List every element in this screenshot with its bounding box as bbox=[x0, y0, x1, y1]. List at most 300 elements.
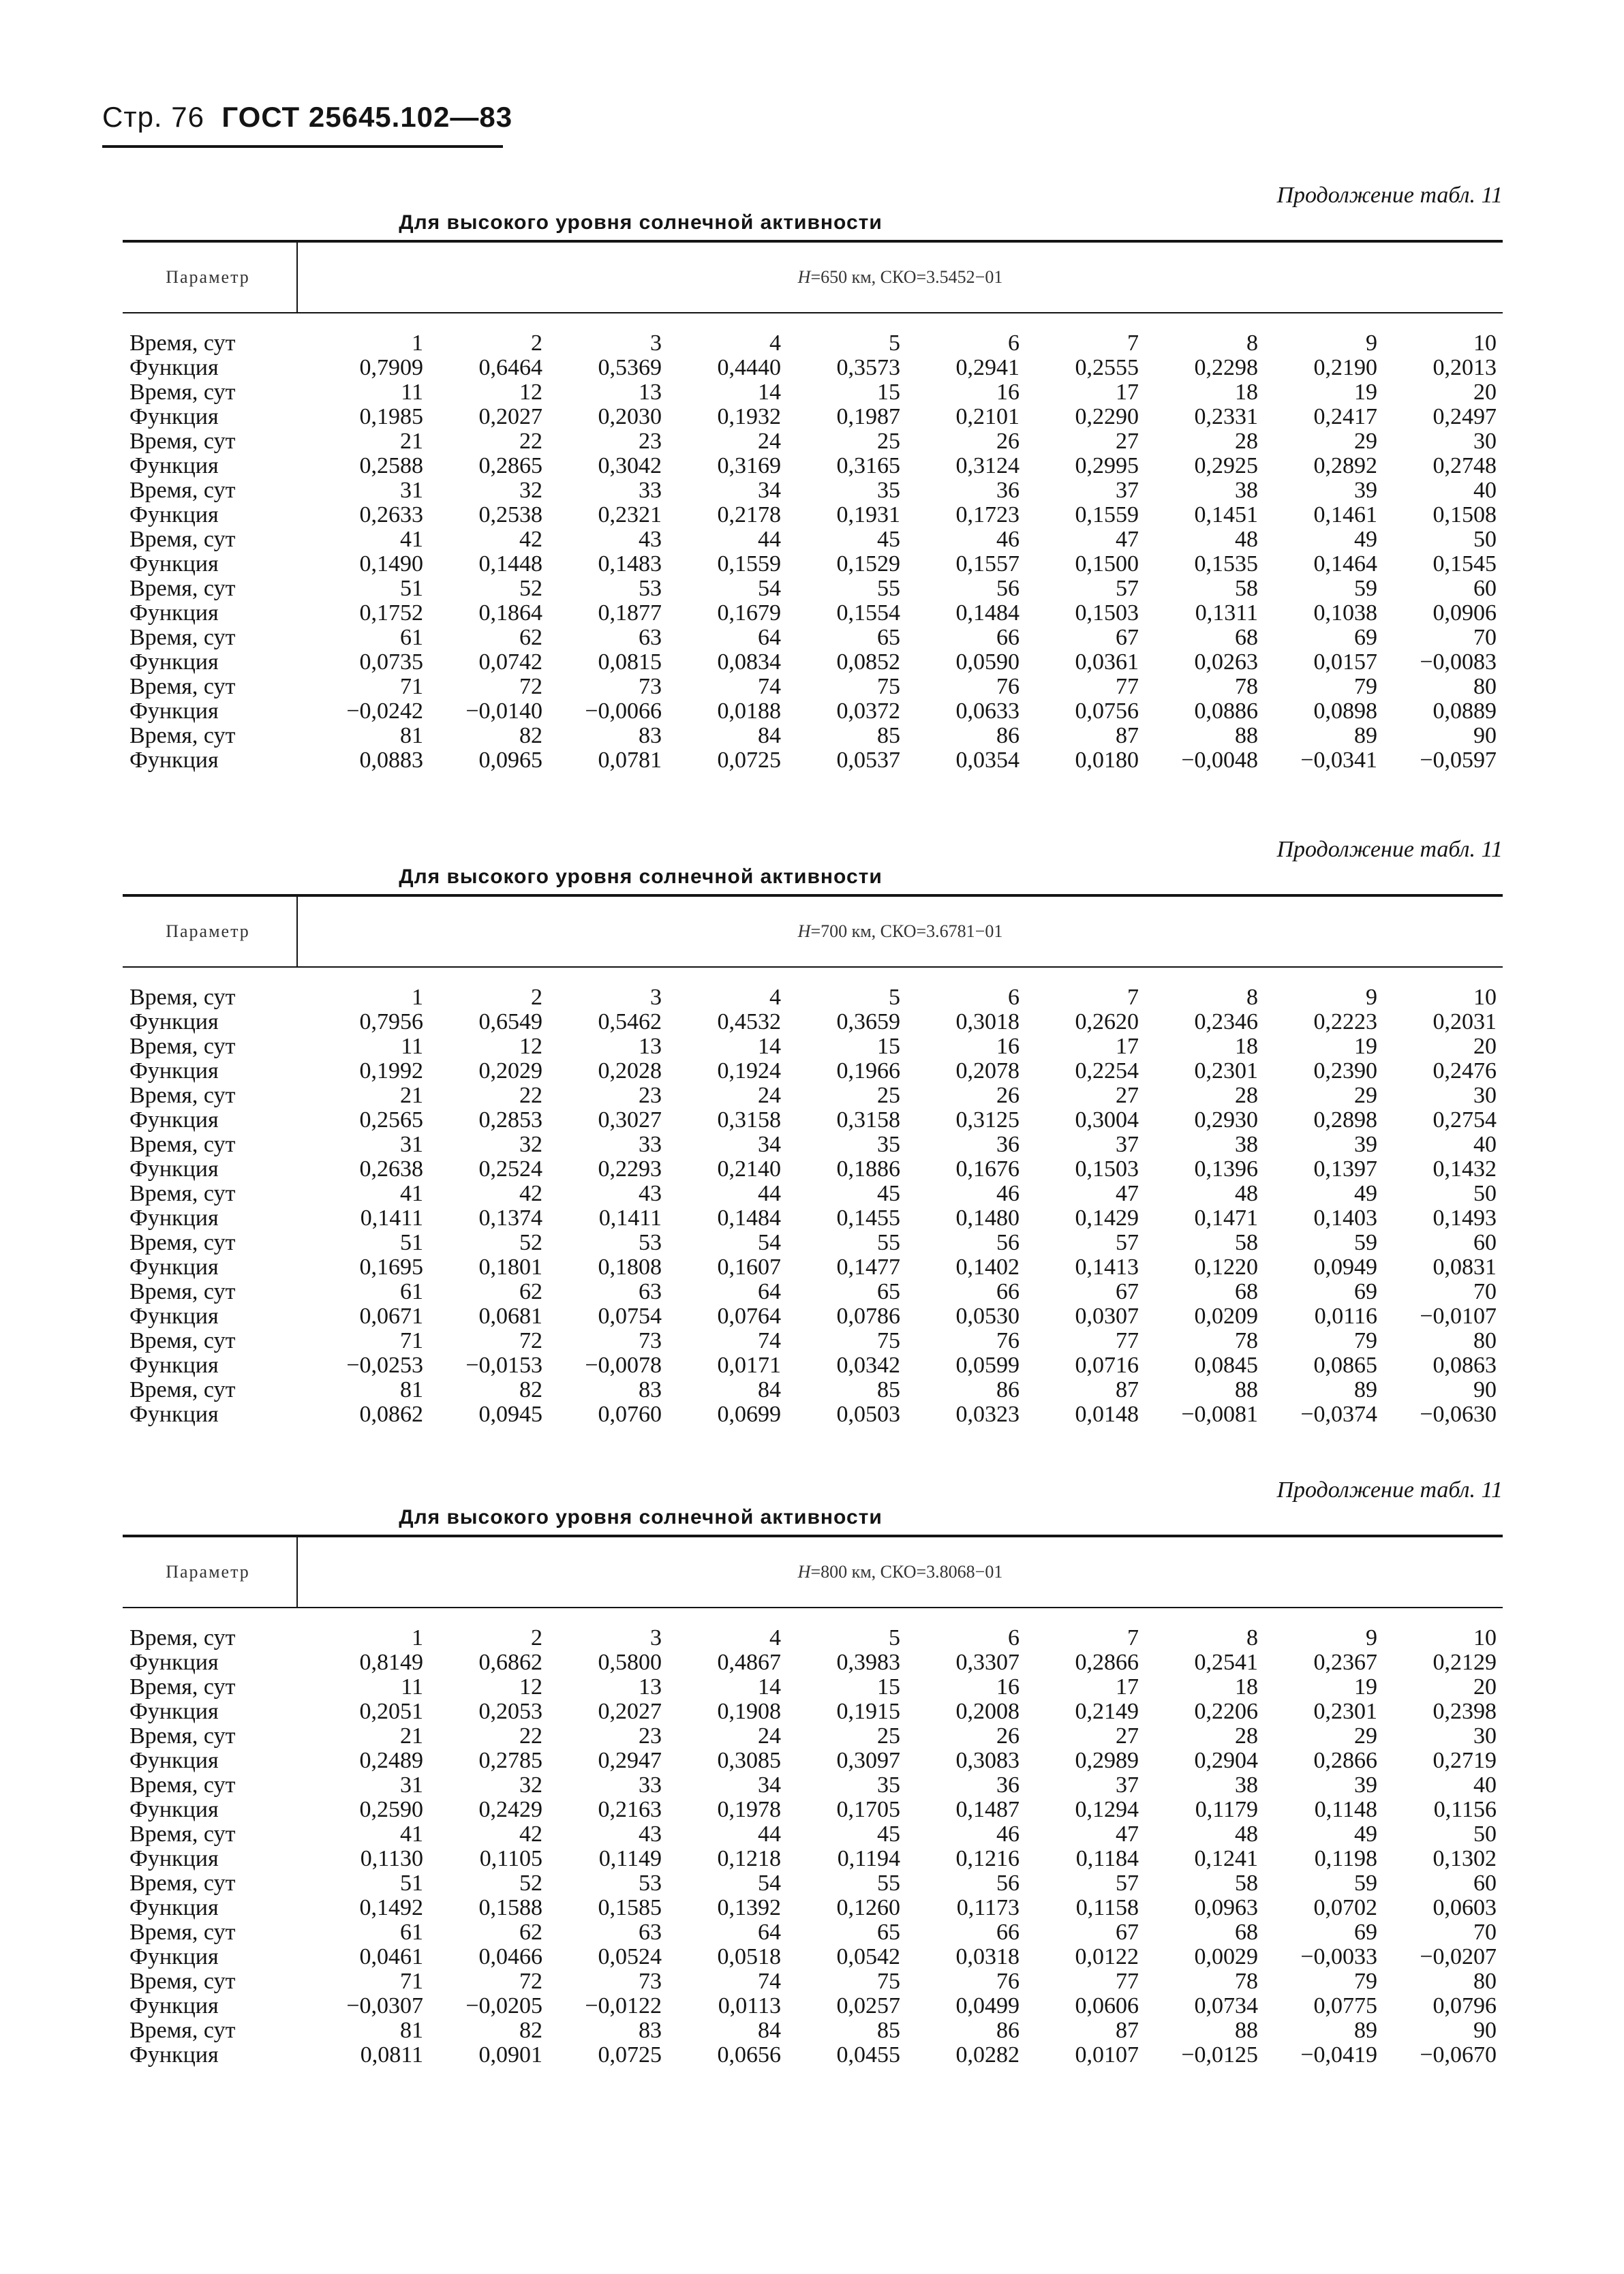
row-label-function: Функция bbox=[129, 1009, 219, 1034]
function-value-cell: 0,2865 bbox=[478, 453, 542, 478]
function-value-cell: 0,2321 bbox=[598, 502, 662, 527]
time-value-cell: 84 bbox=[758, 1377, 781, 1402]
time-value-cell: 8 bbox=[1246, 985, 1258, 1010]
table-section-800 bbox=[123, 1477, 1503, 2091]
time-value-cell: 18 bbox=[1235, 380, 1258, 405]
function-value-cell: 0,2925 bbox=[1194, 453, 1258, 478]
time-value-cell: 27 bbox=[1116, 1083, 1139, 1108]
function-value-cell: 0,2941 bbox=[955, 355, 1020, 380]
function-value-cell: 0,4440 bbox=[717, 355, 781, 380]
time-value-cell: 33 bbox=[639, 1772, 662, 1798]
function-value-cell: 0,0599 bbox=[955, 1353, 1020, 1378]
time-value-cell: 13 bbox=[639, 380, 662, 405]
function-value-cell: 0,1156 bbox=[1433, 1797, 1497, 1822]
time-value-cell: 24 bbox=[758, 1723, 781, 1749]
function-value-cell: 0,1179 bbox=[1195, 1797, 1258, 1822]
function-value-cell: 0,2555 bbox=[1075, 355, 1139, 380]
function-value-cell: −0,0670 bbox=[1420, 2042, 1497, 2068]
function-value-cell: 0,4867 bbox=[717, 1650, 781, 1675]
function-value-cell: 0,1932 bbox=[717, 404, 781, 429]
function-value-cell: 0,0965 bbox=[478, 748, 542, 773]
time-value-cell: 57 bbox=[1116, 576, 1139, 601]
function-value-cell: 0,1198 bbox=[1314, 1846, 1377, 1871]
time-value-cell: 55 bbox=[877, 1871, 900, 1896]
time-value-cell: 89 bbox=[1354, 1377, 1377, 1402]
function-value-cell: 0,1396 bbox=[1194, 1156, 1258, 1182]
time-value-cell: 50 bbox=[1473, 1181, 1497, 1206]
time-value-cell: 51 bbox=[400, 1871, 423, 1896]
function-value-cell: −0,0081 bbox=[1181, 1402, 1258, 1427]
function-value-cell: 0,3659 bbox=[836, 1009, 900, 1034]
time-value-cell: 59 bbox=[1354, 1230, 1377, 1255]
time-value-cell: 60 bbox=[1473, 1871, 1497, 1896]
time-value-cell: 37 bbox=[1116, 1772, 1139, 1798]
time-value-cell: 45 bbox=[877, 1822, 900, 1847]
time-value-cell: 5 bbox=[889, 1625, 900, 1650]
function-value-cell: 0,2947 bbox=[598, 1748, 662, 1773]
function-value-cell: 0,1877 bbox=[598, 600, 662, 626]
time-value-cell: 81 bbox=[400, 1377, 423, 1402]
time-value-cell: 36 bbox=[996, 478, 1020, 503]
function-value-cell: 0,1676 bbox=[955, 1156, 1020, 1182]
function-value-cell: 0,1585 bbox=[598, 1895, 662, 1920]
row-label-function: Функция bbox=[129, 1748, 219, 1773]
function-value-cell: 0,0263 bbox=[1194, 649, 1258, 675]
time-value-cell: 15 bbox=[877, 380, 900, 405]
parameter-value bbox=[298, 1537, 1503, 1607]
time-value-cell: 23 bbox=[639, 1083, 662, 1108]
time-value-cell: 40 bbox=[1473, 1772, 1497, 1798]
function-value-cell: 0,3158 bbox=[836, 1107, 900, 1133]
time-value-cell: 50 bbox=[1473, 1822, 1497, 1847]
time-value-cell: 21 bbox=[400, 1723, 423, 1749]
function-value-cell: 0,0862 bbox=[359, 1402, 423, 1427]
time-value-cell: 72 bbox=[519, 674, 542, 699]
time-value-cell: 79 bbox=[1354, 1969, 1377, 1994]
function-value-cell: 0,0845 bbox=[1194, 1353, 1258, 1378]
height-and-sko: =650 км, СКО=3.5452−01 bbox=[810, 267, 1003, 287]
time-value-cell: 24 bbox=[758, 1083, 781, 1108]
time-value-cell: 61 bbox=[400, 625, 423, 650]
function-value-cell: 0,0307 bbox=[1075, 1304, 1139, 1329]
time-value-cell: 43 bbox=[639, 527, 662, 552]
time-value-cell: 22 bbox=[519, 1723, 542, 1749]
function-value-cell: 0,2053 bbox=[478, 1699, 542, 1724]
function-value-cell: 0,0702 bbox=[1313, 1895, 1377, 1920]
function-value-cell: 0,0107 bbox=[1075, 2042, 1139, 2068]
row-label-function: Функция bbox=[129, 1699, 219, 1724]
function-value-cell: 0,1723 bbox=[955, 502, 1020, 527]
function-value-cell: 0,0760 bbox=[598, 1402, 662, 1427]
time-value-cell: 14 bbox=[758, 1674, 781, 1700]
row-label-function: Функция bbox=[129, 1895, 219, 1920]
function-value-cell: 0,2078 bbox=[955, 1058, 1020, 1084]
function-value-cell: −0,0033 bbox=[1300, 1944, 1377, 1969]
row-label-time: Время, сут bbox=[129, 1723, 236, 1749]
function-value-cell: 0,7909 bbox=[359, 355, 423, 380]
time-value-cell: 43 bbox=[639, 1822, 662, 1847]
function-value-cell: 0,0963 bbox=[1194, 1895, 1258, 1920]
function-value-cell: 0,0734 bbox=[1194, 1993, 1258, 2018]
function-value-cell: 0,6549 bbox=[478, 1009, 542, 1034]
time-value-cell: 39 bbox=[1354, 1132, 1377, 1157]
row-label-time: Время, сут bbox=[129, 1083, 236, 1108]
time-value-cell: 42 bbox=[519, 527, 542, 552]
time-value-cell: 57 bbox=[1116, 1230, 1139, 1255]
function-value-cell: 0,1915 bbox=[836, 1699, 900, 1724]
parameter-header bbox=[123, 894, 1503, 968]
function-value-cell: 0,0524 bbox=[598, 1944, 662, 1969]
row-label-function: Функция bbox=[129, 1156, 219, 1182]
function-value-cell: 0,1588 bbox=[478, 1895, 542, 1920]
time-value-cell: 68 bbox=[1235, 625, 1258, 650]
time-value-cell: 28 bbox=[1235, 1723, 1258, 1749]
time-value-cell: 61 bbox=[400, 1279, 423, 1304]
time-value-cell: 60 bbox=[1473, 576, 1497, 601]
row-label-time: Время, сут bbox=[129, 1871, 236, 1896]
time-value-cell: 9 bbox=[1366, 331, 1377, 356]
time-value-cell: 70 bbox=[1473, 1279, 1497, 1304]
function-value-cell: 0,0318 bbox=[955, 1944, 1020, 1969]
function-value-cell: −0,0107 bbox=[1420, 1304, 1497, 1329]
function-value-cell: 0,0865 bbox=[1313, 1353, 1377, 1378]
time-value-cell: 47 bbox=[1116, 1822, 1139, 1847]
time-value-cell: 21 bbox=[400, 429, 423, 454]
function-value-cell: 0,1985 bbox=[359, 404, 423, 429]
function-value-cell: 0,0901 bbox=[478, 2042, 542, 2068]
function-value-cell: 0,0188 bbox=[717, 698, 781, 724]
function-value-cell: 0,3573 bbox=[836, 355, 900, 380]
function-value-cell: −0,0205 bbox=[465, 1993, 542, 2018]
time-value-cell: 79 bbox=[1354, 674, 1377, 699]
time-value-cell: 87 bbox=[1116, 1377, 1139, 1402]
function-value-cell: 0,1554 bbox=[836, 600, 900, 626]
function-value-cell: 0,1477 bbox=[836, 1255, 900, 1280]
function-value-cell: 0,1451 bbox=[1194, 502, 1258, 527]
time-value-cell: 41 bbox=[400, 1181, 423, 1206]
function-value-cell: 0,1403 bbox=[1313, 1205, 1377, 1231]
time-value-cell: 26 bbox=[996, 1723, 1020, 1749]
function-value-cell: 0,2301 bbox=[1313, 1699, 1377, 1724]
function-value-cell: 0,2565 bbox=[359, 1107, 423, 1133]
time-value-cell: 61 bbox=[400, 1920, 423, 1945]
time-value-cell: 11 bbox=[401, 1674, 423, 1700]
function-value-cell: 0,1260 bbox=[836, 1895, 900, 1920]
function-value-cell: −0,0048 bbox=[1181, 748, 1258, 773]
row-label-function: Функция bbox=[129, 355, 219, 380]
time-value-cell: 38 bbox=[1235, 478, 1258, 503]
function-value-cell: 0,0157 bbox=[1313, 649, 1377, 675]
function-value-cell: 0,7956 bbox=[359, 1009, 423, 1034]
time-value-cell: 83 bbox=[639, 1377, 662, 1402]
function-value-cell: 0,2346 bbox=[1194, 1009, 1258, 1034]
time-value-cell: 48 bbox=[1235, 1181, 1258, 1206]
time-value-cell: 63 bbox=[639, 1920, 662, 1945]
time-value-cell: 49 bbox=[1354, 1822, 1377, 1847]
function-value-cell: −0,0066 bbox=[585, 698, 662, 724]
row-label-function: Функция bbox=[129, 502, 219, 527]
function-value-cell: 0,2476 bbox=[1433, 1058, 1497, 1084]
function-value-cell: −0,0341 bbox=[1300, 748, 1377, 773]
time-value-cell: 32 bbox=[519, 1132, 542, 1157]
function-value-cell: −0,0419 bbox=[1300, 2042, 1377, 2068]
function-value-cell: 0,0815 bbox=[598, 649, 662, 675]
time-value-cell: 1 bbox=[412, 985, 423, 1010]
function-value-cell: 0,1105 bbox=[479, 1846, 542, 1871]
time-value-cell: 67 bbox=[1116, 625, 1139, 650]
time-value-cell: 65 bbox=[877, 1279, 900, 1304]
time-value-cell: 6 bbox=[1008, 331, 1020, 356]
row-label-function: Функция bbox=[129, 1058, 219, 1084]
function-value-cell: 0,1402 bbox=[955, 1255, 1020, 1280]
time-value-cell: 10 bbox=[1473, 985, 1497, 1010]
time-value-cell: 45 bbox=[877, 1181, 900, 1206]
time-value-cell: 83 bbox=[639, 2018, 662, 2043]
function-value-cell: 0,0725 bbox=[598, 2042, 662, 2068]
time-value-cell: 42 bbox=[519, 1822, 542, 1847]
time-value-cell: 19 bbox=[1354, 1034, 1377, 1059]
time-value-cell: 34 bbox=[758, 1132, 781, 1157]
function-value-cell: 0,0180 bbox=[1075, 748, 1139, 773]
function-value-cell: 0,0775 bbox=[1313, 1993, 1377, 2018]
height-and-sko: =800 км, СКО=3.8068−01 bbox=[810, 1562, 1003, 1582]
function-value-cell: 0,2541 bbox=[1194, 1650, 1258, 1675]
row-label-function: Функция bbox=[129, 1797, 219, 1822]
time-value-cell: 13 bbox=[639, 1034, 662, 1059]
function-value-cell: 0,0354 bbox=[955, 748, 1020, 773]
function-value-cell: 0,0209 bbox=[1194, 1304, 1258, 1329]
time-value-cell: 90 bbox=[1473, 723, 1497, 748]
function-value-cell: 0,1411 bbox=[598, 1205, 662, 1231]
function-value-cell: 0,2223 bbox=[1313, 1009, 1377, 1034]
time-value-cell: 29 bbox=[1354, 1723, 1377, 1749]
time-value-cell: 78 bbox=[1235, 1328, 1258, 1353]
time-value-cell: 68 bbox=[1235, 1279, 1258, 1304]
row-label-function: Функция bbox=[129, 600, 219, 626]
time-value-cell: 37 bbox=[1116, 1132, 1139, 1157]
function-value-cell: 0,6464 bbox=[478, 355, 542, 380]
function-value-cell: 0,2489 bbox=[359, 1748, 423, 1773]
function-value-cell: 0,1173 bbox=[956, 1895, 1020, 1920]
function-value-cell: 0,2497 bbox=[1433, 404, 1497, 429]
function-value-cell: 0,2892 bbox=[1313, 453, 1377, 478]
function-value-cell: 0,2367 bbox=[1313, 1650, 1377, 1675]
function-value-cell: 0,0372 bbox=[836, 698, 900, 724]
time-value-cell: 1 bbox=[412, 331, 423, 356]
gost-code: ГОСТ 25645.102—83 bbox=[221, 101, 513, 133]
function-value-cell: 0,1302 bbox=[1433, 1846, 1497, 1871]
time-value-cell: 10 bbox=[1473, 1625, 1497, 1650]
time-value-cell: 75 bbox=[877, 674, 900, 699]
time-value-cell: 8 bbox=[1246, 1625, 1258, 1650]
time-value-cell: 24 bbox=[758, 429, 781, 454]
row-label-time: Время, сут bbox=[129, 1181, 236, 1206]
time-value-cell: 22 bbox=[519, 429, 542, 454]
function-value-cell: 0,2930 bbox=[1194, 1107, 1258, 1133]
time-value-cell: 69 bbox=[1354, 1279, 1377, 1304]
function-value-cell: 0,3004 bbox=[1075, 1107, 1139, 1133]
row-label-time: Время, сут bbox=[129, 429, 236, 454]
time-value-cell: 38 bbox=[1235, 1132, 1258, 1157]
row-label-time: Время, сут bbox=[129, 1328, 236, 1353]
row-label-time: Время, сут bbox=[129, 985, 236, 1010]
time-value-cell: 46 bbox=[996, 1822, 1020, 1847]
function-value-cell: 0,5800 bbox=[598, 1650, 662, 1675]
function-value-cell: 0,2030 bbox=[598, 404, 662, 429]
function-value-cell: 0,0671 bbox=[359, 1304, 423, 1329]
time-value-cell: 58 bbox=[1235, 576, 1258, 601]
time-value-cell: 3 bbox=[650, 985, 662, 1010]
function-value-cell: 0,1374 bbox=[478, 1205, 542, 1231]
function-value-cell: 0,2429 bbox=[478, 1797, 542, 1822]
time-value-cell: 12 bbox=[519, 380, 542, 405]
time-value-cell: 83 bbox=[639, 723, 662, 748]
time-value-cell: 77 bbox=[1116, 1969, 1139, 1994]
function-value-cell: 0,1294 bbox=[1075, 1797, 1139, 1822]
row-label-time: Время, сут bbox=[129, 1377, 236, 1402]
parameter-label: Параметр bbox=[166, 267, 250, 287]
time-value-cell: 66 bbox=[996, 625, 1020, 650]
time-value-cell: 70 bbox=[1473, 1920, 1497, 1945]
time-value-cell: 58 bbox=[1235, 1871, 1258, 1896]
time-value-cell: 77 bbox=[1116, 1328, 1139, 1353]
row-label-time: Время, сут bbox=[129, 576, 236, 601]
function-value-cell: 0,2719 bbox=[1433, 1748, 1497, 1773]
time-value-cell: 30 bbox=[1473, 1723, 1497, 1749]
function-value-cell: 0,0633 bbox=[955, 698, 1020, 724]
function-value-cell: 0,0342 bbox=[836, 1353, 900, 1378]
time-value-cell: 22 bbox=[519, 1083, 542, 1108]
time-value-cell: 90 bbox=[1473, 2018, 1497, 2043]
function-value-cell: 0,0863 bbox=[1433, 1353, 1497, 1378]
section-title: Для высокого уровня солнечной активности bbox=[399, 211, 883, 234]
time-value-cell: 39 bbox=[1354, 1772, 1377, 1798]
function-value-cell: 0,1484 bbox=[717, 1205, 781, 1231]
function-value-cell: 0,0883 bbox=[359, 748, 423, 773]
function-value-cell: 0,1218 bbox=[717, 1846, 781, 1871]
time-value-cell: 81 bbox=[400, 723, 423, 748]
time-value-cell: 64 bbox=[758, 1279, 781, 1304]
time-value-cell: 23 bbox=[639, 429, 662, 454]
row-label-time: Время, сут bbox=[129, 625, 236, 650]
data-grid bbox=[123, 985, 1499, 1427]
time-value-cell: 62 bbox=[519, 1279, 542, 1304]
time-value-cell: 34 bbox=[758, 1772, 781, 1798]
function-value-cell: 0,1500 bbox=[1075, 551, 1139, 577]
time-value-cell: 43 bbox=[639, 1181, 662, 1206]
time-value-cell: 31 bbox=[400, 1132, 423, 1157]
row-label-time: Время, сут bbox=[129, 1674, 236, 1700]
time-value-cell: 17 bbox=[1116, 380, 1139, 405]
time-value-cell: 12 bbox=[519, 1674, 542, 1700]
time-value-cell: 56 bbox=[996, 1871, 1020, 1896]
parameter-header bbox=[123, 240, 1503, 313]
time-value-cell: 67 bbox=[1116, 1279, 1139, 1304]
time-value-cell: 66 bbox=[996, 1920, 1020, 1945]
function-value-cell: 0,2178 bbox=[717, 502, 781, 527]
function-value-cell: 0,1455 bbox=[836, 1205, 900, 1231]
time-value-cell: 89 bbox=[1354, 2018, 1377, 2043]
function-value-cell: 0,1529 bbox=[836, 551, 900, 577]
time-value-cell: 88 bbox=[1235, 1377, 1258, 1402]
function-value-cell: 0,3983 bbox=[836, 1650, 900, 1675]
time-value-cell: 75 bbox=[877, 1328, 900, 1353]
function-value-cell: 0,1559 bbox=[717, 551, 781, 577]
time-value-cell: 73 bbox=[639, 674, 662, 699]
time-value-cell: 53 bbox=[639, 1871, 662, 1896]
time-value-cell: 75 bbox=[877, 1969, 900, 1994]
function-value-cell: 0,2538 bbox=[478, 502, 542, 527]
function-value-cell: 0,1987 bbox=[836, 404, 900, 429]
time-value-cell: 32 bbox=[519, 478, 542, 503]
time-value-cell: 62 bbox=[519, 625, 542, 650]
function-value-cell: 0,0499 bbox=[955, 1993, 1020, 2018]
time-value-cell: 27 bbox=[1116, 429, 1139, 454]
function-value-cell: 0,2588 bbox=[359, 453, 423, 478]
parameter-value bbox=[298, 243, 1503, 312]
time-value-cell: 17 bbox=[1116, 1674, 1139, 1700]
time-value-cell: 71 bbox=[400, 674, 423, 699]
function-value-cell: 0,2206 bbox=[1194, 1699, 1258, 1724]
time-value-cell: 40 bbox=[1473, 478, 1497, 503]
function-value-cell: 0,1149 bbox=[598, 1846, 662, 1871]
function-value-cell: 0,2163 bbox=[598, 1797, 662, 1822]
function-value-cell: 0,3027 bbox=[598, 1107, 662, 1133]
function-value-cell: 0,2524 bbox=[478, 1156, 542, 1182]
function-value-cell: 0,3097 bbox=[836, 1748, 900, 1773]
function-value-cell: 0,1432 bbox=[1433, 1156, 1497, 1182]
function-value-cell: 0,0756 bbox=[1075, 698, 1139, 724]
function-value-cell: 0,0282 bbox=[955, 2042, 1020, 2068]
time-value-cell: 85 bbox=[877, 1377, 900, 1402]
time-value-cell: 52 bbox=[519, 576, 542, 601]
time-value-cell: 73 bbox=[639, 1969, 662, 1994]
function-value-cell: 0,0113 bbox=[718, 1993, 781, 2018]
time-value-cell: 23 bbox=[639, 1723, 662, 1749]
time-value-cell: 90 bbox=[1473, 1377, 1497, 1402]
function-value-cell: 0,5369 bbox=[598, 355, 662, 380]
time-value-cell: 15 bbox=[877, 1674, 900, 1700]
time-value-cell: 32 bbox=[519, 1772, 542, 1798]
time-value-cell: 65 bbox=[877, 625, 900, 650]
row-label-time: Время, сут bbox=[129, 1625, 236, 1650]
time-value-cell: 59 bbox=[1354, 576, 1377, 601]
time-value-cell: 64 bbox=[758, 1920, 781, 1945]
function-value-cell: −0,0140 bbox=[465, 698, 542, 724]
function-value-cell: 0,6862 bbox=[478, 1650, 542, 1675]
function-value-cell: 0,1557 bbox=[955, 551, 1020, 577]
time-value-cell: 56 bbox=[996, 576, 1020, 601]
row-label-function: Функция bbox=[129, 2042, 219, 2068]
function-value-cell: 0,1429 bbox=[1075, 1205, 1139, 1231]
function-value-cell: 0,0466 bbox=[478, 1944, 542, 1969]
time-value-cell: 5 bbox=[889, 331, 900, 356]
parameter-label: Параметр bbox=[166, 921, 250, 941]
time-value-cell: 47 bbox=[1116, 527, 1139, 552]
function-value-cell: 0,3124 bbox=[955, 453, 1020, 478]
function-value-cell: 0,2149 bbox=[1075, 1699, 1139, 1724]
time-value-cell: 82 bbox=[519, 1377, 542, 1402]
function-value-cell: −0,0122 bbox=[585, 1993, 662, 2018]
time-value-cell: 86 bbox=[996, 2018, 1020, 2043]
function-value-cell: 0,0503 bbox=[836, 1402, 900, 1427]
function-value-cell: 0,1241 bbox=[1194, 1846, 1258, 1871]
function-value-cell: −0,0242 bbox=[346, 698, 423, 724]
row-label-time: Время, сут bbox=[129, 674, 236, 699]
time-value-cell: 47 bbox=[1116, 1181, 1139, 1206]
time-value-cell: 81 bbox=[400, 2018, 423, 2043]
function-value-cell: 0,2301 bbox=[1194, 1058, 1258, 1084]
